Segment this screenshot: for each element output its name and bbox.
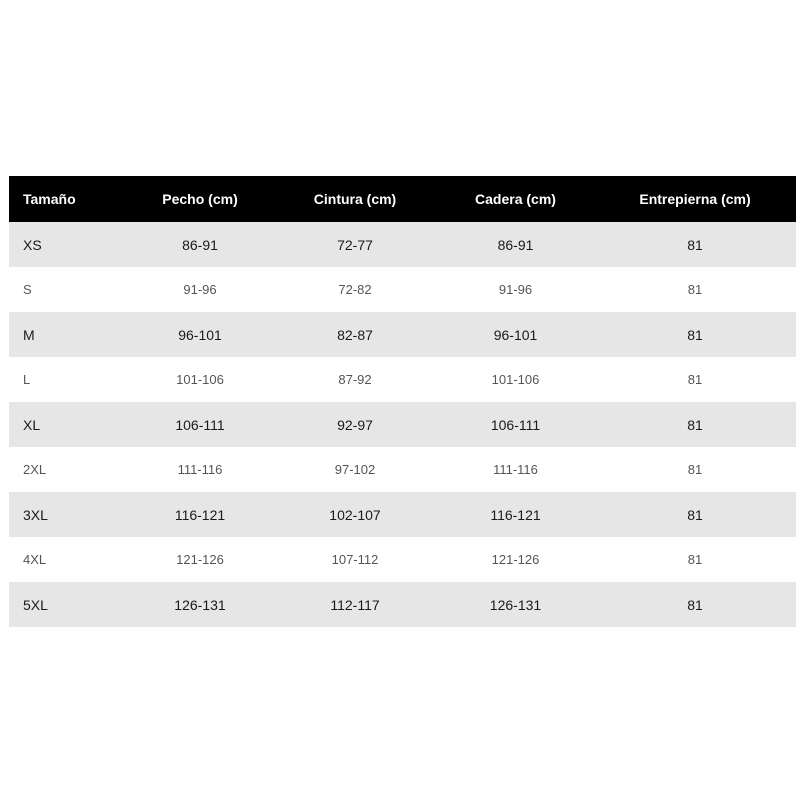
cell-hip: 96-101 (493, 326, 538, 343)
cell-size: S (23, 282, 32, 297)
cell-hip: 116-121 (490, 506, 541, 523)
cell-inseam: 81 (687, 552, 703, 567)
cell-inseam: 81 (687, 282, 703, 297)
table-header (9, 176, 796, 222)
cell-chest: 96-101 (178, 326, 222, 343)
table-row (9, 357, 796, 402)
cell-inseam: 81 (687, 236, 703, 253)
cell-chest: 121-126 (176, 552, 224, 567)
cell-waist: 112-117 (330, 596, 380, 613)
cell-size: XS (23, 236, 42, 253)
cell-size: XL (23, 416, 41, 433)
cell-chest: 101-106 (176, 372, 224, 387)
cell-waist: 97-102 (334, 462, 376, 477)
table-row (9, 222, 796, 267)
table-row (9, 447, 796, 492)
cell-inseam: 81 (687, 596, 703, 613)
cell-size: 5XL (23, 596, 48, 613)
cell-size: 3XL (23, 506, 48, 523)
cell-chest: 111-116 (177, 462, 223, 477)
cell-hip: 101-106 (491, 372, 540, 387)
header-waist: Cintura (cm) (313, 191, 397, 207)
cell-hip: 106-111 (490, 416, 541, 433)
cell-size: L (23, 372, 31, 387)
table-body (9, 222, 796, 627)
cell-hip: 111-116 (493, 462, 538, 477)
cell-inseam: 81 (687, 326, 703, 343)
cell-waist: 82-87 (337, 326, 373, 343)
header-row (9, 176, 796, 222)
cell-hip: 86-91 (497, 236, 534, 253)
cell-waist: 72-82 (338, 282, 372, 297)
cell-chest: 106-111 (175, 416, 225, 433)
table-row (9, 537, 796, 582)
cell-chest: 126-131 (174, 596, 226, 613)
cell-inseam: 81 (687, 462, 703, 477)
size-chart-table (9, 176, 796, 627)
cell-inseam: 81 (687, 416, 703, 433)
table-row (9, 312, 796, 357)
cell-chest: 86-91 (182, 236, 218, 253)
table-row (9, 402, 796, 447)
cell-size: 2XL (23, 462, 47, 477)
table-row (9, 492, 796, 537)
cell-size: 4XL (23, 552, 47, 567)
cell-waist: 107-112 (331, 552, 379, 567)
cell-chest: 116-121 (174, 506, 226, 523)
cell-hip: 121-126 (491, 552, 540, 567)
cell-waist: 72-77 (337, 236, 373, 253)
cell-waist: 102-107 (329, 506, 381, 523)
header-inseam: Entrepierna (cm) (639, 191, 751, 207)
cell-chest: 91-96 (183, 282, 217, 297)
cell-hip: 126-131 (489, 596, 542, 613)
cell-waist: 92-97 (337, 416, 373, 433)
cell-inseam: 81 (687, 372, 703, 387)
cell-hip: 91-96 (498, 282, 533, 297)
table-row (9, 582, 796, 627)
cell-waist: 87-92 (338, 372, 372, 387)
cell-inseam: 81 (687, 506, 703, 523)
header-hip: Cadera (cm) (475, 191, 556, 207)
table-row (9, 267, 796, 312)
header-size: Tamaño (23, 191, 76, 207)
cell-size: M (23, 326, 35, 343)
header-chest: Pecho (cm) (162, 191, 238, 207)
